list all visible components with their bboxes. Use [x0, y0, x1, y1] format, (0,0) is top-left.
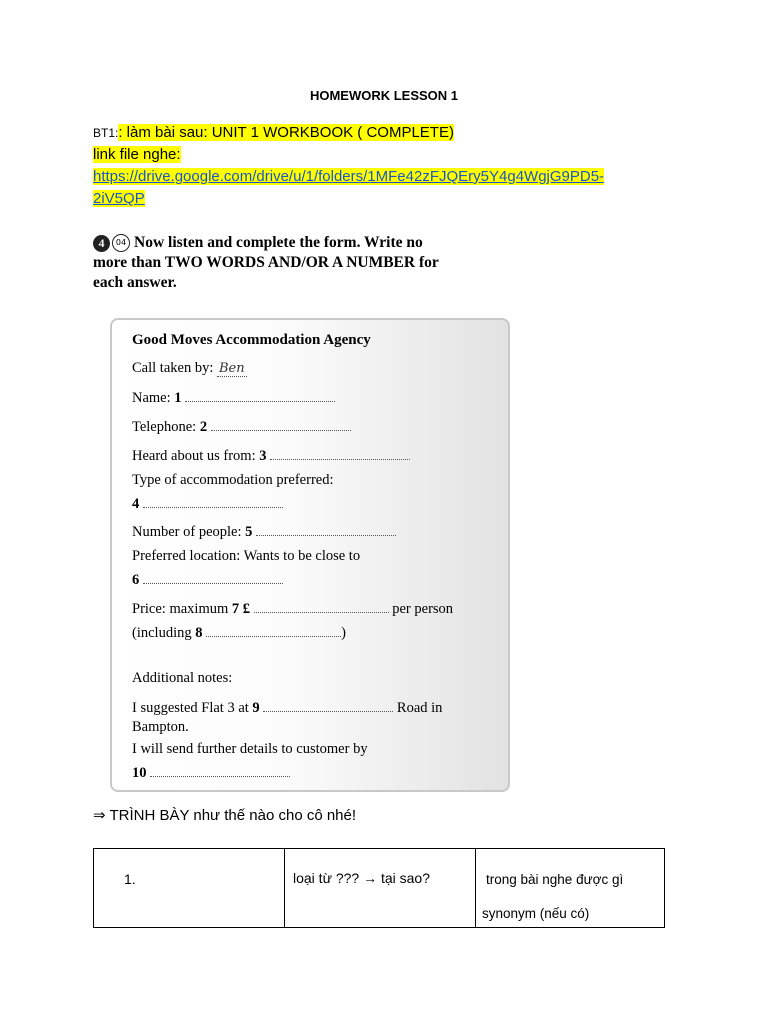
blank-number-10: 10: [132, 765, 147, 781]
blank-8[interactable]: [206, 625, 341, 637]
type-label: Type of accommodation preferred:: [132, 472, 334, 488]
form-heading: Good Moves Accommodation Agency: [132, 332, 371, 348]
bampton-text: Bampton.: [132, 719, 189, 735]
name-label: Name:: [132, 390, 171, 406]
blank-1[interactable]: [185, 390, 335, 402]
blank-number-9: 9: [252, 700, 260, 716]
blank-6[interactable]: [143, 572, 283, 584]
accommodation-form: [110, 318, 510, 792]
blank-number-7: 7: [231, 601, 240, 617]
currency-symbol: £: [242, 601, 250, 617]
exercise-instruction: [93, 233, 523, 293]
suggested-row: [132, 700, 442, 717]
bt1-instructions: [93, 122, 693, 210]
blank-5[interactable]: [256, 524, 396, 536]
telephone-label: Telephone:: [132, 419, 197, 435]
instruction-line-1: Now listen and complete the form. Write no: [134, 234, 423, 251]
answer-table: [93, 848, 665, 928]
blank-10[interactable]: [150, 765, 290, 777]
drive-link-line2[interactable]: 2iV5QP: [93, 190, 145, 207]
synonym-text: synonym (nếu có): [482, 906, 590, 921]
notes-heading: Additional notes:: [132, 670, 233, 686]
document-title: HOMEWORK LESSON 1: [309, 88, 459, 103]
price-label: Price: maximum: [132, 601, 229, 617]
headphones-icon: 04: [112, 234, 130, 252]
blank-number-6: 6: [132, 572, 140, 588]
telephone-row: [132, 419, 351, 436]
presentation-note: ⇒ TRÌNH BÀY như thế nào cho cô nhé!: [93, 807, 357, 824]
including-row: [132, 625, 346, 642]
send-blank-row: [132, 765, 290, 782]
suggested-label: I suggested Flat 3 at: [132, 700, 249, 716]
send-label: I will send further details to customer by: [132, 741, 368, 757]
type-row: [132, 472, 334, 489]
blank-number-2: 2: [199, 419, 208, 435]
heard-row: [132, 448, 410, 465]
blank-9[interactable]: [263, 700, 393, 712]
price-row: [132, 601, 453, 618]
bt1-prefix: BT1:: [93, 126, 119, 140]
table-row: [94, 849, 665, 928]
blank-number-1: 1: [174, 390, 182, 406]
listening-heard-text: trong bài nghe được gì: [486, 872, 624, 887]
close-paren: ): [341, 625, 346, 641]
heard-label: Heard about us from:: [132, 448, 256, 464]
type-blank-row: [132, 496, 283, 513]
send-row: [132, 741, 368, 758]
road-in-label: Road in: [396, 700, 443, 716]
location-blank-row: [132, 572, 283, 589]
blank-number-3: 3: [259, 448, 267, 464]
location-row: [132, 548, 360, 565]
including-label: (including: [132, 625, 192, 641]
bt1-task: : làm bài sau: UNIT 1 WORKBOOK ( COMPLETE): [118, 124, 454, 141]
blank-2[interactable]: [211, 419, 351, 431]
instruction-line-2: more than TWO WORDS AND/OR A NUMBER for: [93, 254, 439, 271]
call-taken-row: [132, 360, 247, 377]
table-cell-listening[interactable]: [476, 849, 665, 928]
table-cell-word-type[interactable]: loại từ ??? → tại sao?: [285, 849, 476, 928]
table-cell-number[interactable]: 1.: [94, 849, 285, 928]
blank-3[interactable]: [270, 448, 410, 460]
blank-number-5: 5: [245, 524, 253, 540]
blank-number-4: 4: [132, 496, 140, 512]
people-label: Number of people:: [132, 524, 242, 540]
blank-7[interactable]: [254, 601, 389, 613]
people-row: [132, 524, 396, 541]
drive-link-line1[interactable]: https://drive.google.com/drive/u/1/folders/1MFe42zFJQEry5Y4g4WgjG9PD5-: [93, 168, 605, 185]
name-row: [132, 390, 335, 407]
per-person-label: per person: [392, 601, 454, 617]
call-taken-label: Call taken by:: [132, 360, 214, 376]
instruction-line-3: each answer.: [93, 274, 177, 291]
audio-link-label: link file nghe:: [93, 146, 181, 163]
call-taken-value: Ben: [218, 361, 245, 376]
location-label: Preferred location: Wants to be close to: [132, 548, 361, 564]
blank-number-8: 8: [195, 625, 203, 641]
blank-4[interactable]: [143, 496, 283, 508]
exercise-number-badge: 4: [93, 235, 110, 252]
